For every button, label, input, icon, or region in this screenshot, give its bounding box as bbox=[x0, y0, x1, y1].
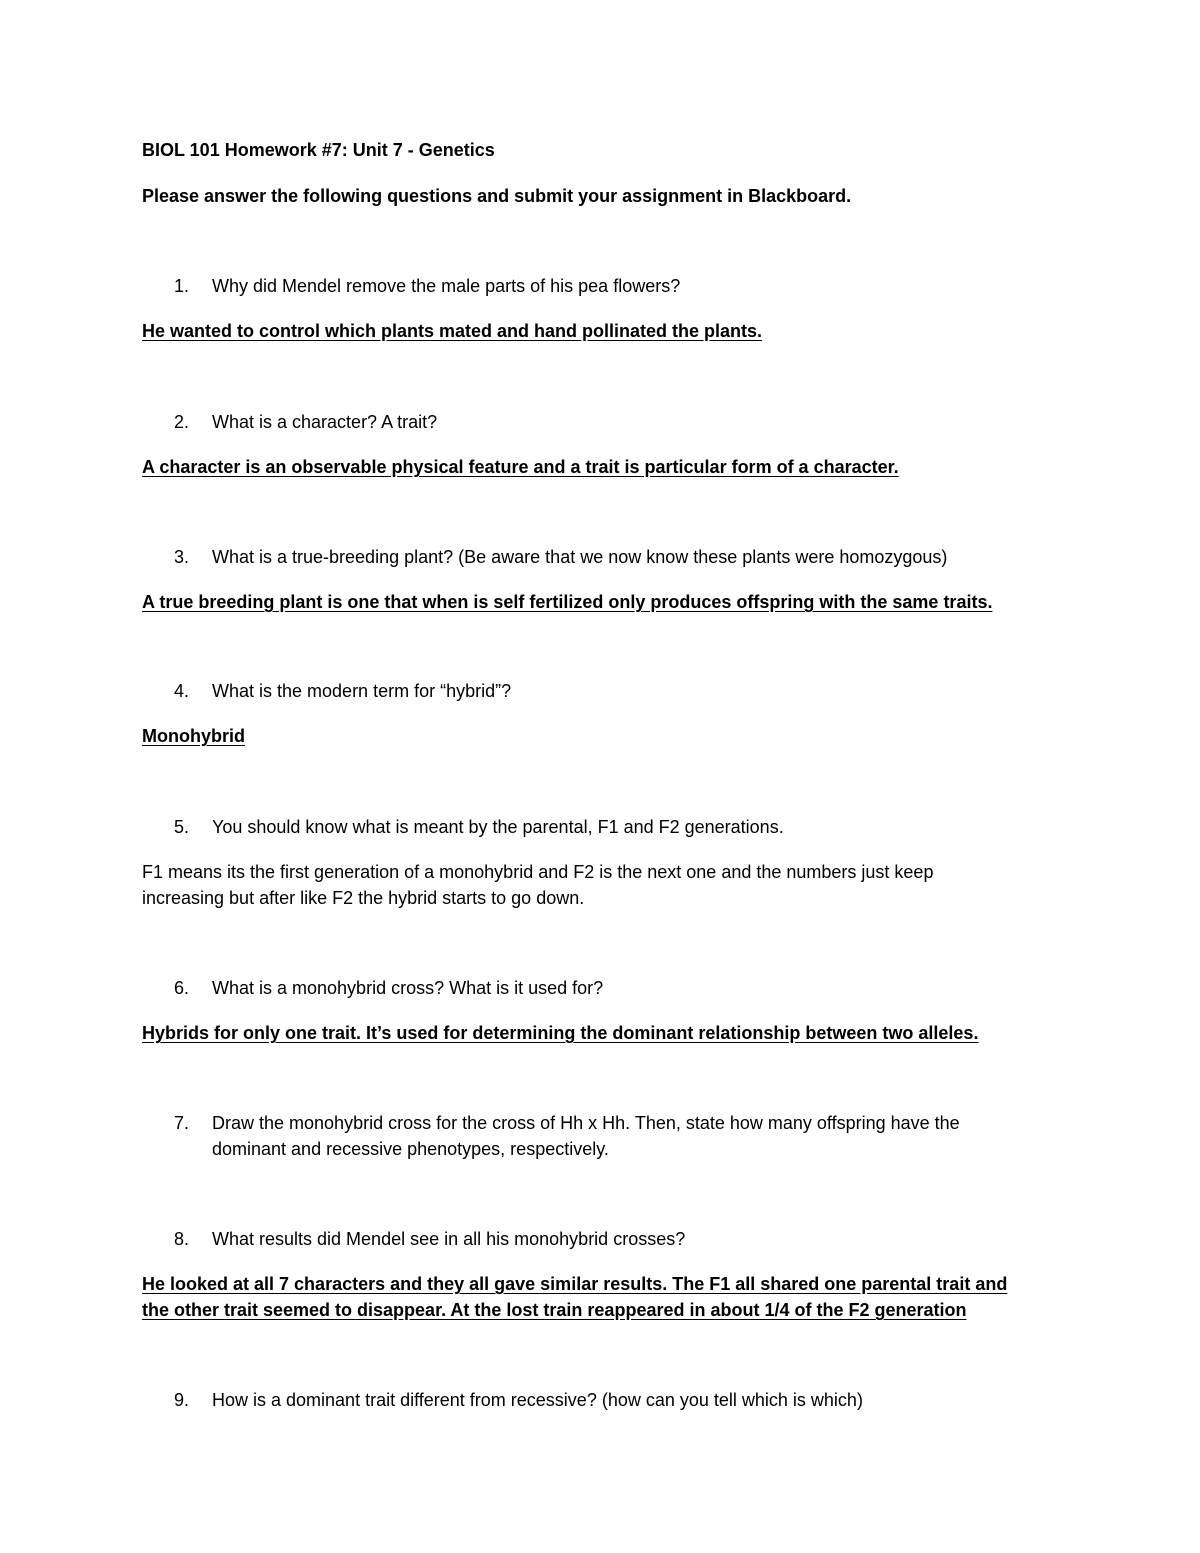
answer-2: A character is an observable physical feature and a trait is particular form of a character. bbox=[142, 457, 899, 477]
question-number: 5. bbox=[174, 817, 190, 837]
question-number: 1. bbox=[174, 276, 190, 296]
answer-8-line-2: the other trait seemed to disappear. At the lost train reappeared in about 1/4 of the F2 generation bbox=[142, 1300, 967, 1320]
question-text: What results did Mendel see in all his monohybrid crosses? bbox=[212, 1229, 686, 1249]
answer-5-line-1: F1 means its the first generation of a monohybrid and F2 is the next one and the numbers just keep bbox=[142, 862, 934, 882]
question-text: What is the modern term for “hybrid”? bbox=[212, 681, 512, 701]
question-number: 2. bbox=[174, 412, 190, 432]
question-text: Why did Mendel remove the male parts of his pea flowers? bbox=[212, 276, 681, 296]
question-text: What is a true-breeding plant? (Be aware that we now know these plants were homozygous) bbox=[212, 547, 948, 567]
question-number: 4. bbox=[174, 681, 190, 701]
question-number: 8. bbox=[174, 1229, 190, 1249]
instructions: Please answer the following questions and submit your assignment in Blackboard. bbox=[142, 186, 852, 206]
question-text: How is a dominant trait different from recessive? (how can you tell which is which) bbox=[212, 1390, 863, 1410]
question-text: You should know what is meant by the parental, F1 and F2 generations. bbox=[212, 817, 784, 837]
question-number: 6. bbox=[174, 978, 190, 998]
document-title: BIOL 101 Homework #7: Unit 7 - Genetics bbox=[142, 140, 495, 160]
question-text: What is a character? A trait? bbox=[212, 412, 438, 432]
question-text: Draw the monohybrid cross for the cross of Hh x Hh. Then, state how many offspring have the bbox=[212, 1113, 960, 1133]
question-text: What is a monohybrid cross? What is it used for? bbox=[212, 978, 604, 998]
question-number: 3. bbox=[174, 547, 190, 567]
answer-6: Hybrids for only one trait. It’s used for determining the dominant relationship between two alleles. bbox=[142, 1023, 979, 1043]
answer-5-line-2: increasing but after like F2 the hybrid starts to go down. bbox=[142, 888, 585, 908]
answer-3: A true breeding plant is one that when is self fertilized only produces offspring with the same traits. bbox=[142, 592, 993, 612]
question-number: 7. bbox=[174, 1113, 190, 1133]
answer-8-line-1: He looked at all 7 characters and they all gave similar results. The F1 all shared one parental trait and bbox=[142, 1274, 1008, 1294]
question-text-continued: dominant and recessive phenotypes, respectively. bbox=[212, 1139, 609, 1159]
answer-4: Monohybrid bbox=[142, 726, 245, 746]
question-number: 9. bbox=[174, 1390, 190, 1410]
answer-1: He wanted to control which plants mated and hand pollinated the plants. bbox=[142, 321, 763, 341]
